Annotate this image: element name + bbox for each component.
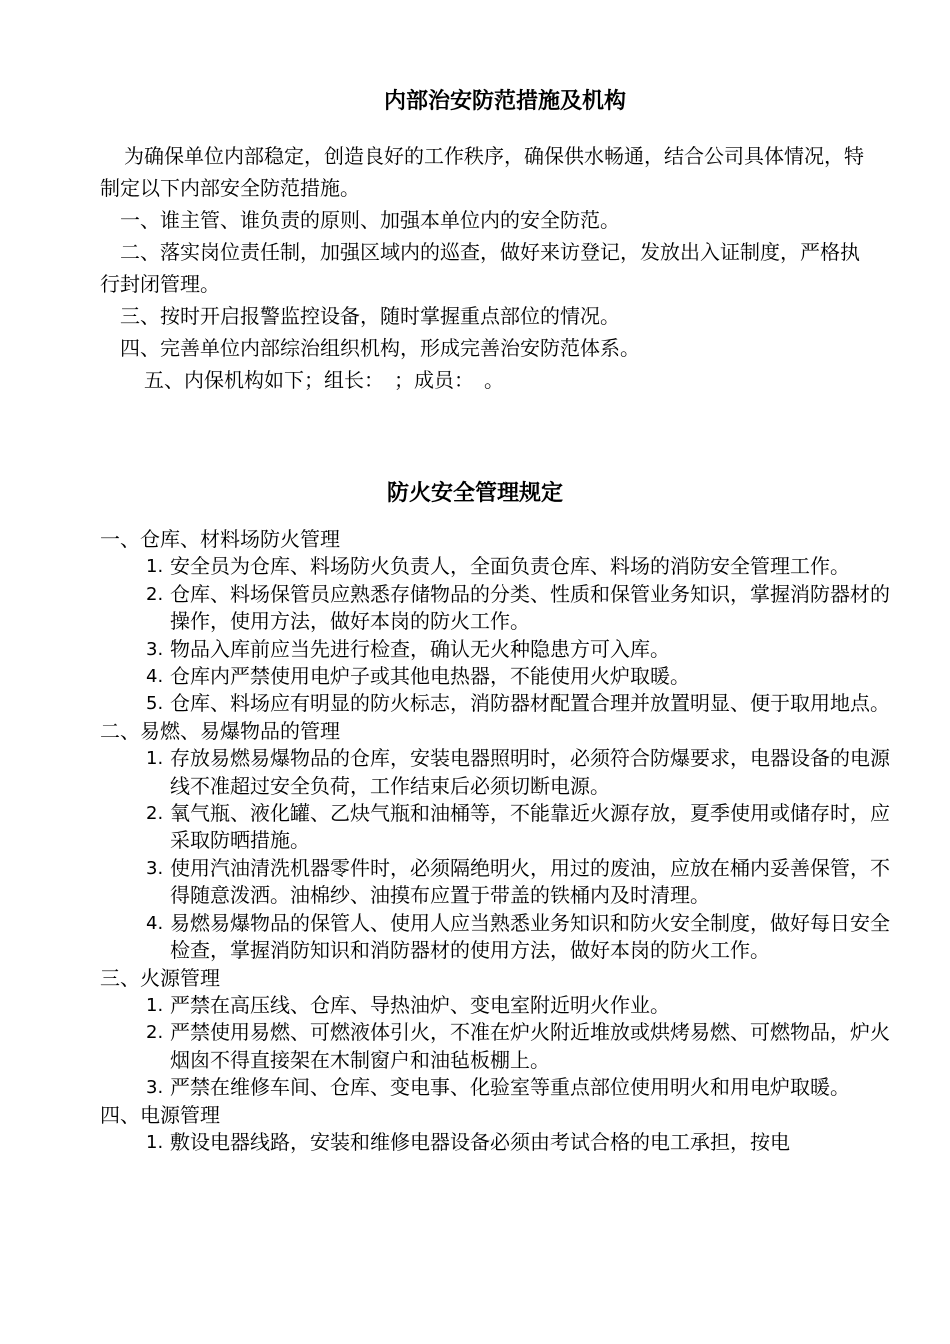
rule-text: 仓库、料场保管员应熟悉存储物品的分类、性质和保管业务知识，掌握消防器材的操作，使用方法，做好本岗的防火工作。: [170, 581, 890, 634]
rule-section-heading: 四、电源管理: [100, 1102, 220, 1127]
rule-number: 4.: [146, 912, 164, 934]
rule-section-heading: 二、易燃、易爆物品的管理: [100, 718, 340, 743]
rule-item: [100, 636, 890, 663]
rule-section-heading: 三、火源管理: [100, 965, 220, 990]
section-title: 防火安全管理规定: [386, 481, 563, 506]
intro-paragraph: 为确保单位内部稳定，创造良好的工作秩序，确保供水畅通，结合公司具体情况，特制定以下内部安全防范措施。: [100, 144, 864, 200]
rule-text: 物品入库前应当先进行检查，确认无火种隐患方可入库。: [170, 636, 670, 661]
rule-number: 1.: [146, 1131, 164, 1153]
measure-item: 二、落实岗位责任制，加强区域内的巡查，做好来访登记，发放出入证制度，严格执行封闭管理。: [100, 240, 860, 296]
rule-text: 安全员为仓库、料场防火负责人，全面负责仓库、料场的消防安全管理工作。: [170, 554, 850, 579]
rule-item: [100, 800, 890, 855]
measure-item: 四、完善单位内部综治组织机构，形成完善治安防范体系。: [120, 336, 640, 360]
rule-item: [100, 992, 890, 1019]
fire-rules: [100, 526, 890, 1156]
rule-text: 敷设电器线路，安装和维修电器设备必须由考试合格的电工承担，按电: [170, 1129, 790, 1154]
rule-text: 仓库内严禁使用电炉子或其他电热器，不能使用火炉取暖。: [170, 664, 690, 689]
rule-text: 易燃易爆物品的保管人、使用人应当熟悉业务知识和防火安全制度，做好每日安全检查，掌握消防知识和消防器材的使用方法，做好本岗的防火工作。: [170, 910, 890, 963]
rule-item: [100, 1129, 890, 1156]
rule-number: 1.: [146, 748, 164, 770]
rule-section-heading: 一、仓库、材料场防火管理: [100, 527, 340, 551]
rule-number: 3.: [146, 1077, 164, 1099]
rule-text: 氧气瓶、液化罐、乙炔气瓶和油桶等，不能靠近火源存放，夏季使用或储存时，应采取防晒措施。: [170, 801, 890, 853]
rule-number: 5.: [146, 693, 164, 715]
rule-item: [100, 581, 890, 636]
rule-item: [100, 663, 890, 690]
rule-item: [100, 910, 890, 965]
rule-item: [100, 855, 890, 910]
rule-item: [100, 1019, 890, 1074]
rule-item: [100, 553, 890, 580]
rule-number: 2.: [146, 803, 164, 825]
rule-text: 使用汽油清洗机器零件时，必须隔绝明火，用过的废油，应放在桶内妥善保管，不得随意泼洒。油棉纱、油摸布应置于带盖的铁桶内及时清理。: [170, 855, 890, 908]
rule-text: 严禁在高压线、仓库、导热油炉、变电室附近明火作业。: [170, 992, 670, 1017]
rule-text: 存放易燃易爆物品的仓库，安装电器照明时，必须符合防爆要求，电器设备的电源线不准超过安全负荷，工作结束后必须切断电源。: [170, 746, 890, 798]
rule-text: 严禁使用易燃、可燃液体引火，不准在炉火附近堆放或烘烤易燃、可燃物品，炉火烟囱不得直接架在木制窗户和油毡板棚上。: [170, 1020, 890, 1072]
intro-section: [100, 140, 870, 396]
measure-item: 五、内保机构如下；组长： ；成员： 。: [144, 368, 504, 392]
rule-number: 1.: [146, 556, 164, 578]
page-title: 内部治安防范措施及机构: [383, 89, 626, 114]
rule-text: 仓库、料场应有明显的防火标志，消防器材配置合理并放置明显、便于取用地点。: [170, 691, 890, 716]
rule-text: 严禁在维修车间、仓库、变电事、化验室等重点部位使用明火和用电炉取暖。: [170, 1075, 850, 1100]
measure-item: 三、按时开启报警监控设备，随时掌握重点部位的情况。: [120, 304, 620, 328]
rule-number: 4.: [146, 666, 164, 688]
rule-number: 1.: [146, 994, 164, 1016]
rule-number: 3.: [146, 857, 164, 879]
rule-number: 2.: [146, 1022, 164, 1044]
rule-item: [100, 745, 890, 800]
rule-item: [100, 690, 890, 717]
rule-item: [100, 1074, 890, 1101]
measure-item: 一、谁主管、谁负责的原则、加强本单位内的安全防范。: [120, 208, 620, 232]
rule-number: 2.: [146, 583, 164, 605]
rule-number: 3.: [146, 638, 164, 660]
